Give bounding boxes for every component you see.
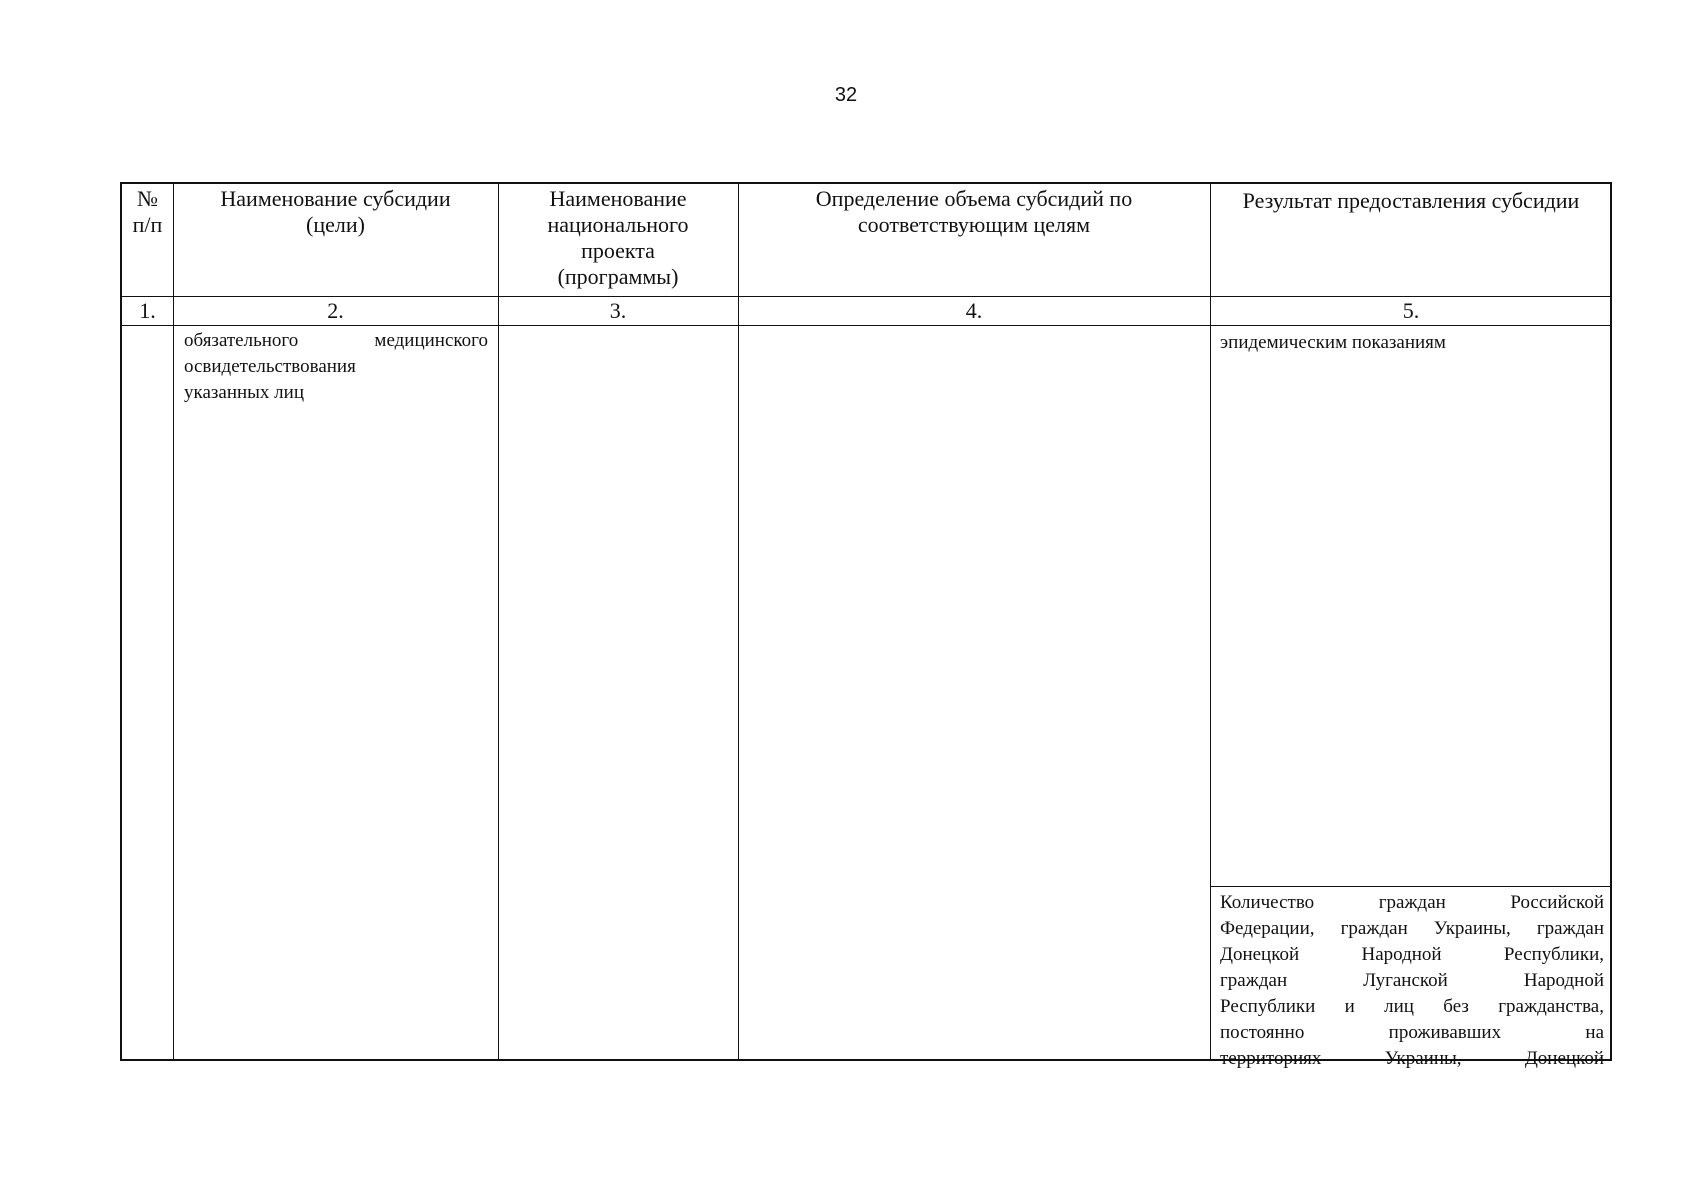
- column-number: 1.: [139, 298, 156, 323]
- row-divider: [122, 325, 1610, 326]
- subsidy-table: [120, 182, 1612, 1069]
- row-divider: [122, 296, 1610, 297]
- result-text-top: эпидемическим показаниям: [1220, 332, 1446, 353]
- column-number: 4.: [965, 298, 983, 323]
- header-subsidy-result: Результат предоставления субсидии: [1242, 188, 1580, 213]
- page-number: 32: [834, 84, 858, 106]
- header-subsidy-name: Наименование субсидии (цели): [220, 186, 451, 237]
- column-number: 5.: [1402, 298, 1420, 323]
- header-subsidy-volume: Определение объема субсидий по соответствующим целям: [815, 186, 1133, 237]
- header-national-project: Наименование национального проекта (программы): [547, 186, 689, 289]
- row-divider: [1210, 886, 1610, 887]
- header-number: № п/п: [132, 186, 163, 237]
- subsidy-name-text: обязательного медицинского освидетельствования указанных лиц: [184, 330, 488, 403]
- column-number: 2.: [327, 298, 344, 323]
- result-text-bottom: Количество граждан Российской Федерации, граждан Украины, граждан Донецкой Народной Республики, граждан Луганской Народной Республики и лиц без гражданства, постоянно проживавших на территориях Украины, Донецкой: [1220, 892, 1604, 1069]
- column-number: 3.: [609, 298, 627, 323]
